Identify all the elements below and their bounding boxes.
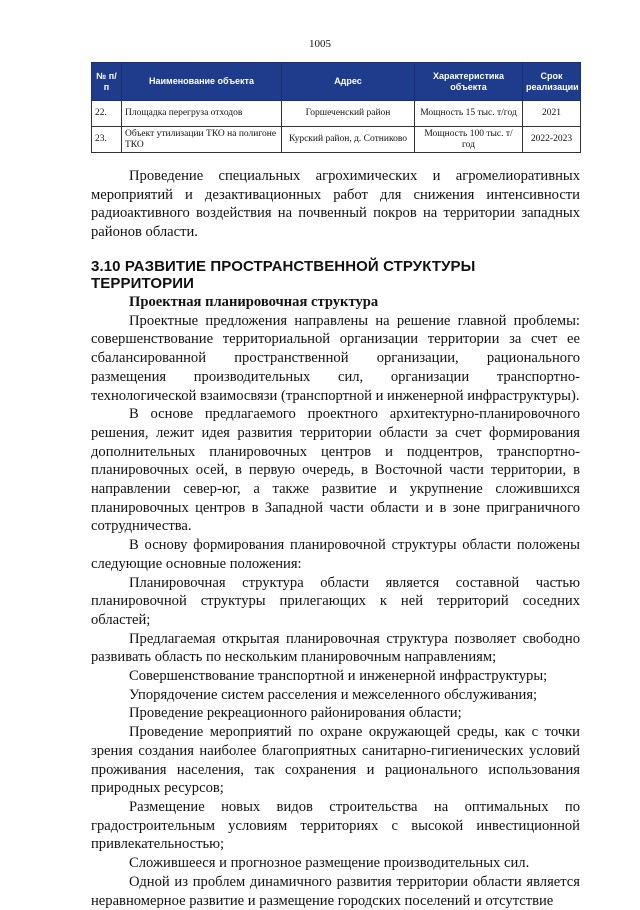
intro-paragraph: Проведение специальных агрохимических и агромелиоративных мероприятий и дезактивационных работ для снижения интенсивности радиоактивного воздействия на почвенный покров на территории западных районов области.	[91, 168, 580, 241]
table-row	[92, 101, 581, 127]
header-term: Срок реализации	[523, 63, 581, 101]
page-number: 1005	[309, 38, 331, 50]
cell-address: Горшеченский район	[282, 101, 415, 127]
cell-number: 22.	[92, 101, 122, 127]
paragraph: В основе предлагаемого проектного архитектурно-планировочного решения, лежит идея развития территории области за счет формирования дополнительных планировочных центров и подцентров, транспортно-планировочных осей, в первую очередь, в Восточной части территории, в направлении север-юг, а также развитие и укрупнение сложившихся планировочных центров в Западной части области и в зоне приграничного сотрудничества.	[91, 406, 580, 535]
cell-object-name: Площадка перегруза отходов	[122, 101, 282, 127]
cell-object-name: Объект утилизации ТКО на полигоне ТКО	[122, 127, 282, 153]
paragraph: Размещение новых видов строительства на оптимальных по градостроительным условиям территориях с высокой инвестиционной привлекательностью;	[91, 798, 580, 853]
header-address: Адрес	[282, 63, 415, 101]
cell-term: 2022-2023	[523, 127, 581, 153]
objects-table	[91, 62, 581, 153]
header-number: № п/п	[92, 63, 122, 101]
paragraph: Проведение мероприятий по охране окружающей среды, как с точки зрения создания наиболее благоприятных санитарно-гигиенических условий проживания населения, так сохранения и рационального использования природных ресурсов;	[91, 724, 580, 797]
cell-characteristic: Мощность 100 тыс. т/год	[415, 127, 523, 153]
paragraph: Планировочная структура области является составной частью планировочной структуры прилегающих к ней территорий соседних областей;	[91, 574, 580, 628]
paragraph: Одной из проблем динамичного развития территории области является неравномерное развитие и размещение городских поселений и отсутствие	[91, 873, 580, 909]
table-header-row	[92, 63, 581, 101]
main-text	[91, 293, 580, 910]
paragraph: Совершенствование транспортной и инженерной инфраструктуры;	[129, 668, 548, 685]
paragraph: Проведение рекреационного районирования области;	[129, 705, 462, 722]
paragraph: Сложившееся и прогнозное размещение производительных сил.	[129, 855, 530, 872]
header-characteristic: Характеристика объекта	[415, 63, 523, 101]
cell-number: 23.	[92, 127, 122, 153]
table-row	[92, 127, 581, 153]
subsection-title: Проектная планировочная структура	[129, 294, 379, 310]
cell-term: 2021	[523, 101, 581, 127]
paragraph: В основу формирования планировочной структуры области положены следующие основные положения:	[91, 537, 580, 572]
cell-characteristic: Мощность 15 тыс. т/год	[415, 101, 523, 127]
paragraph: Упорядочение систем расселения и межселенного обслуживания;	[129, 686, 538, 703]
section-title: 3.10 РАЗВИТИЕ ПРОСТРАНСТВЕННОЙ СТРУКТУРЫ ТЕРРИТОРИИ	[91, 258, 476, 292]
intro-block	[91, 167, 580, 242]
cell-address: Курский район, д. Сотниково	[282, 127, 415, 153]
header-object-name: Наименование объекта	[122, 63, 282, 101]
paragraph: Предлагаемая открытая планировочная структура позволяет свободно развивать область по нескольким планировочным направлениям;	[91, 630, 580, 666]
paragraph: Проектные предложения направлены на решение главной проблемы: совершенствование территориальной организации территории за счет ее сбалансированной пространственной организации, рационального размещения производительных сил, организации транспортно-технологической взаимосвязи (транспортной и инженерной инфраструктуры).	[91, 312, 580, 404]
